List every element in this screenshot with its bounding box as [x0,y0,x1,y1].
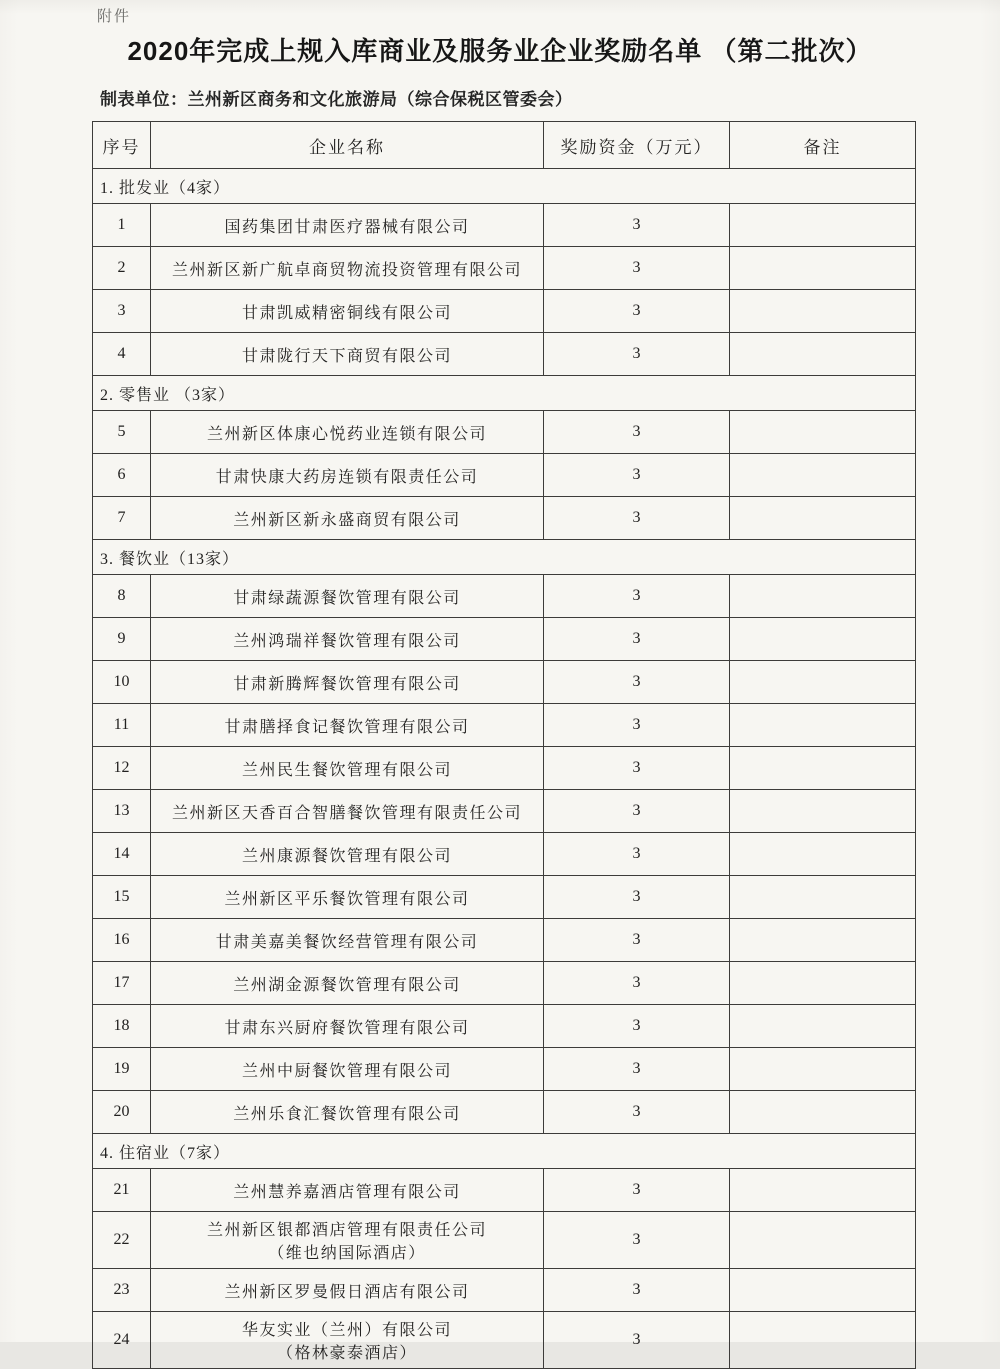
row-number: 24 [93,1312,151,1369]
company-name: 兰州新区新永盛商贸有限公司 [151,497,544,540]
row-number: 7 [93,497,151,540]
reward-amount: 3 [544,204,730,247]
section-row [93,540,916,575]
reward-amount: 3 [544,833,730,876]
remark-cell [730,575,916,618]
company-name [151,1312,544,1369]
section-label: 1. 批发业（4家） [93,169,916,204]
header-row [93,122,916,169]
remark-cell [730,290,916,333]
table-row [93,1091,916,1134]
remark-cell [730,661,916,704]
company-name: 兰州新区新广航卓商贸物流投资管理有限公司 [151,247,544,290]
remark-cell [730,411,916,454]
section-label: 4. 住宿业（7家） [93,1134,916,1169]
table-row [93,1212,916,1269]
remark-cell [730,454,916,497]
table-row [93,876,916,919]
header-amount: 奖励资金（万元） [544,122,730,169]
reward-amount: 3 [544,1169,730,1212]
table-row [93,618,916,661]
table-row [93,204,916,247]
prepared-by-line: 制表单位：兰州新区商务和文化旅游局（综合保税区管委会） [100,90,573,109]
company-name: 甘肃东兴厨府餐饮管理有限公司 [151,1005,544,1048]
row-number: 23 [93,1269,151,1312]
company-name: 甘肃陇行天下商贸有限公司 [151,333,544,376]
reward-amount: 3 [544,962,730,1005]
row-number: 3 [93,290,151,333]
attachment-label: 附件 [97,9,132,25]
table-row [93,290,916,333]
row-number: 10 [93,661,151,704]
table-row [93,454,916,497]
reward-table [92,121,916,1369]
company-name: 兰州中厨餐饮管理有限公司 [151,1048,544,1091]
row-number: 1 [93,204,151,247]
company-name: 国药集团甘肃医疗器械有限公司 [151,204,544,247]
company-name: 兰州康源餐饮管理有限公司 [151,833,544,876]
row-number: 15 [93,876,151,919]
company-name: 甘肃快康大药房连锁有限责任公司 [151,454,544,497]
table-row [93,1269,916,1312]
row-number: 20 [93,1091,151,1134]
remark-cell [730,618,916,661]
reward-amount: 3 [544,454,730,497]
table-row [93,919,916,962]
row-number: 5 [93,411,151,454]
remark-cell [730,497,916,540]
remark-cell [730,1005,916,1048]
company-name: 甘肃新腾辉餐饮管理有限公司 [151,661,544,704]
company-name: 兰州湖金源餐饮管理有限公司 [151,962,544,1005]
table-row [93,747,916,790]
company-name: 甘肃美嘉美餐饮经营管理有限公司 [151,919,544,962]
table-row [93,790,916,833]
row-number: 6 [93,454,151,497]
row-number: 18 [93,1005,151,1048]
company-name: 甘肃绿蔬源餐饮管理有限公司 [151,575,544,618]
row-number: 19 [93,1048,151,1091]
row-number: 13 [93,790,151,833]
row-number: 22 [93,1212,151,1269]
company-name-line2: （格林豪泰酒店） [276,1345,417,1362]
table-row [93,411,916,454]
remark-cell [730,333,916,376]
row-number: 8 [93,575,151,618]
row-number: 12 [93,747,151,790]
reward-amount: 3 [544,661,730,704]
remark-cell [730,919,916,962]
row-number: 2 [93,247,151,290]
row-number: 21 [93,1169,151,1212]
reward-amount: 3 [544,747,730,790]
company-name: 兰州新区体康心悦药业连锁有限公司 [151,411,544,454]
reward-amount: 3 [544,1048,730,1091]
table-row [93,1048,916,1091]
reward-amount: 3 [544,704,730,747]
company-name: 甘肃膳择食记餐饮管理有限公司 [151,704,544,747]
reward-amount: 3 [544,333,730,376]
section-label: 2. 零售业 （3家） [93,376,916,411]
company-name-line2: （维也纳国际酒店） [268,1245,426,1262]
company-name: 兰州乐食汇餐饮管理有限公司 [151,1091,544,1134]
reward-amount: 3 [544,618,730,661]
row-number: 16 [93,919,151,962]
page-title: 2020年完成上规入库商业及服务业企业奖励名单 （第二批次） [127,36,873,66]
remark-cell [730,1048,916,1091]
reward-amount: 3 [544,1269,730,1312]
table-row [93,497,916,540]
remark-cell [730,876,916,919]
reward-table-header [93,122,916,169]
remark-cell [730,1312,916,1369]
reward-amount: 3 [544,919,730,962]
table-row [93,661,916,704]
company-name: 兰州新区平乐餐饮管理有限公司 [151,876,544,919]
row-number: 17 [93,962,151,1005]
remark-cell [730,247,916,290]
company-name: 兰州鸿瑞祥餐饮管理有限公司 [151,618,544,661]
reward-amount: 3 [544,497,730,540]
remark-cell [730,204,916,247]
header-name: 企业名称 [151,122,544,169]
table-row [93,247,916,290]
reward-amount: 3 [544,790,730,833]
row-number: 11 [93,704,151,747]
reward-amount: 3 [544,876,730,919]
reward-amount: 3 [544,247,730,290]
reward-amount: 3 [544,1091,730,1134]
reward-amount: 3 [544,1212,730,1269]
remark-cell [730,747,916,790]
remark-cell [730,833,916,876]
header-remark: 备注 [730,122,916,169]
reward-amount: 3 [544,1005,730,1048]
remark-cell [730,1212,916,1269]
table-row [93,1169,916,1212]
table-row [93,575,916,618]
company-name: 兰州新区罗曼假日酒店有限公司 [151,1269,544,1312]
header-no: 序号 [93,122,151,169]
company-name: 甘肃凯威精密铜线有限公司 [151,290,544,333]
remark-cell [730,790,916,833]
remark-cell [730,1091,916,1134]
company-name: 兰州民生餐饮管理有限公司 [151,747,544,790]
company-name [151,1212,544,1269]
remark-cell [730,962,916,1005]
row-number: 4 [93,333,151,376]
reward-amount: 3 [544,411,730,454]
remark-cell [730,704,916,747]
table-row [93,833,916,876]
table-row [93,1005,916,1048]
reward-table-body [93,169,916,1369]
company-name: 兰州慧养嘉酒店管理有限公司 [151,1169,544,1212]
company-name-line1: 兰州新区银都酒店管理有限责任公司 [206,1222,487,1239]
reward-amount: 3 [544,1312,730,1369]
remark-cell [730,1169,916,1212]
table-row [93,1312,916,1369]
remark-cell [730,1269,916,1312]
section-row [93,376,916,411]
section-label: 3. 餐饮业（13家） [93,540,916,575]
table-row [93,704,916,747]
section-row [93,169,916,204]
table-row [93,333,916,376]
reward-amount: 3 [544,290,730,333]
section-row [93,1134,916,1169]
reward-amount: 3 [544,575,730,618]
row-number: 9 [93,618,151,661]
company-name: 兰州新区天香百合智膳餐饮管理有限责任公司 [151,790,544,833]
company-name-line1: 华友实业（兰州）有限公司 [241,1322,452,1339]
table-row [93,962,916,1005]
row-number: 14 [93,833,151,876]
